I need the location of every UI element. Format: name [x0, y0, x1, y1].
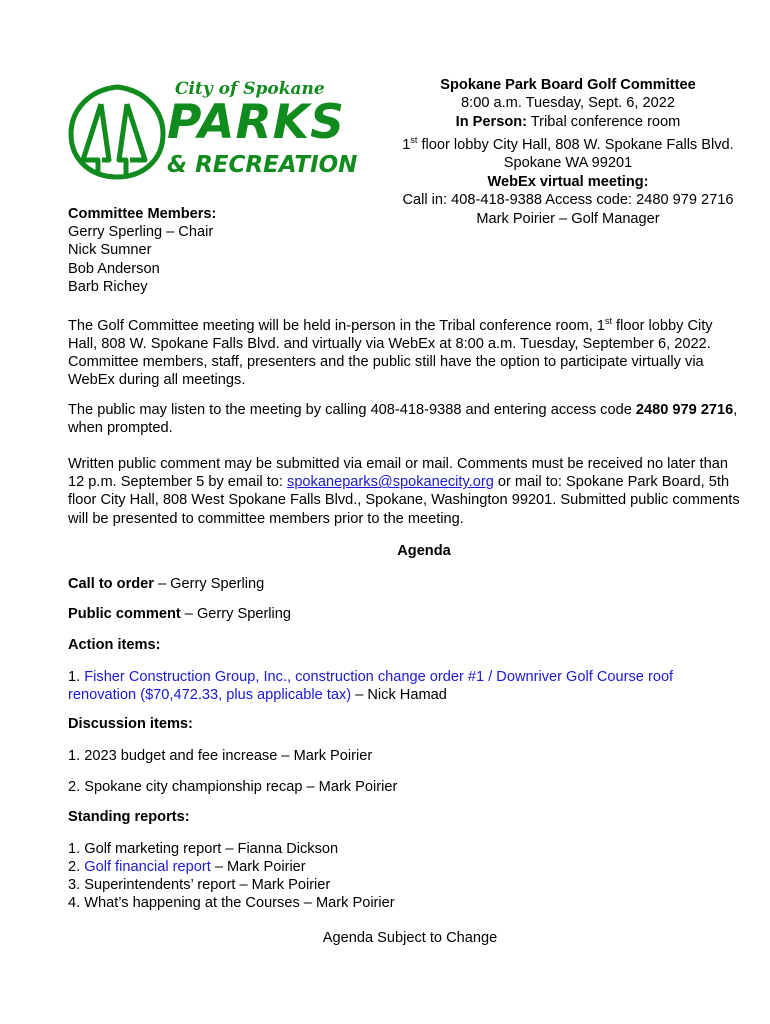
discussion-heading: Discussion items: [68, 716, 193, 732]
agenda-heading: Agenda [397, 543, 451, 559]
standing-report-item: 1. Golf marketing report – Fianna Dickson [68, 841, 339, 857]
committee-members [68, 205, 216, 296]
standing-report-item [68, 858, 306, 876]
in-person-label: In Person: [455, 113, 528, 130]
manager-line: Mark Poirier – Golf Manager [476, 210, 660, 227]
financial-report-link[interactable]: Golf financial report [84, 859, 211, 875]
tree-mark-icon [67, 82, 167, 182]
action-item-1-line-1 [68, 668, 673, 686]
action-item-presenter: – Nick Hamad [351, 687, 447, 703]
standing-report-presenter: – Mark Poirier [210, 859, 306, 875]
in-person-line [380, 113, 756, 131]
floor-line [380, 131, 756, 154]
member-item: Nick Sumner [68, 242, 152, 259]
change-order-link-cont[interactable]: renovation ($70,472.33, plus applicable tax) [68, 687, 352, 703]
intro-paragraph-3 [68, 455, 740, 528]
meeting-header [380, 76, 756, 228]
members-heading: Committee Members: [68, 206, 217, 222]
public-comment-item [68, 605, 291, 623]
member-item: Barb Richey [68, 278, 148, 295]
p2-text-b: , when prompted. [68, 402, 738, 437]
logo-recreation-text: & RECREATION [167, 152, 358, 178]
floor-address: floor lobby City Hall, 808 W. Spokane Falls Blvd. [417, 137, 734, 154]
call-in-line: Call in: 408-418-9388 Access code: 2480 979 2716 [402, 192, 734, 209]
action-items-heading: Action items: [68, 637, 161, 653]
city-line: Spokane WA 99201 [503, 155, 633, 172]
webex-label: WebEx virtual meeting: [487, 173, 649, 190]
call-to-order-item [68, 575, 264, 593]
action-item-number: 1. [68, 669, 85, 685]
logo-city-text: City of Spokane [175, 79, 325, 99]
intro-paragraph-1 [68, 312, 740, 390]
call-to-order-value: – Gerry Sperling [153, 576, 265, 592]
member-item: Gerry Sperling – Chair [68, 224, 214, 241]
meeting-datetime: 8:00 a.m. Tuesday, Sept. 6, 2022 [461, 95, 675, 112]
member-item: Bob Anderson [68, 260, 160, 277]
p1-sup: st [604, 316, 612, 326]
public-comment-label: Public comment [68, 606, 181, 622]
standing-reports-heading: Standing reports: [68, 809, 190, 825]
parks-logo [67, 78, 358, 186]
discussion-item: 2. Spokane city championship recap – Mark Poirier [68, 779, 398, 795]
email-link[interactable]: spokaneparks@spokanecity.org [287, 474, 494, 491]
standing-report-item: 3. Superintendents’ report – Mark Poirier [68, 877, 331, 893]
change-order-link[interactable]: Fisher Construction Group, Inc., construction change order #1 / Downriver Golf Course roof [84, 669, 674, 685]
action-item-1-line-2 [68, 686, 447, 704]
p2-text-a: The public may listen to the meeting by calling 408-418-9388 and entering access code [68, 402, 636, 418]
p1-text-a: The Golf Committee meeting will be held in-person in the Tribal conference room, 1 [68, 317, 605, 334]
p1-text-b: floor lobby City Hall, 808 W. Spokane Falls Blvd. and virtually via WebEx at 8:00 a.m. Tuesday, September 6, 2022. Committee members, staff, presenters and the public still have the option to participate virtually via WebEx during all meetings. [68, 317, 713, 389]
footer-note: Agenda Subject to Change [322, 930, 498, 946]
public-comment-value: – Gerry Sperling [180, 606, 292, 622]
in-person-value: Tribal conference room [527, 113, 681, 130]
call-to-order-label: Call to order [68, 576, 154, 592]
standing-report-item: 4. What’s happening at the Courses – Mark Poirier [68, 895, 395, 911]
p3-text-a: Written public comment may be submitted via email or mail. Comments must be received no later than 12 p.m. September 5 by email to: [68, 456, 728, 491]
floor-sup: st [410, 135, 418, 146]
discussion-item: 1. 2023 budget and fee increase – Mark Poirier [68, 748, 373, 764]
meeting-title: Spokane Park Board Golf Committee [440, 77, 696, 93]
access-code: 2480 979 2716 [635, 402, 734, 418]
intro-paragraph-2 [68, 401, 740, 437]
standing-report-number: 2. [68, 859, 85, 875]
p3-text-b: or mail to: Spokane Park Board, 5th floor City Hall, 808 West Spokane Falls Blvd., Spokane, Washington 99201. Submitted public comments will be presented to committee members prior to the meeting. [68, 474, 740, 527]
logo-parks-text: PARKS [167, 95, 345, 150]
floor-number: 1 [402, 137, 411, 154]
